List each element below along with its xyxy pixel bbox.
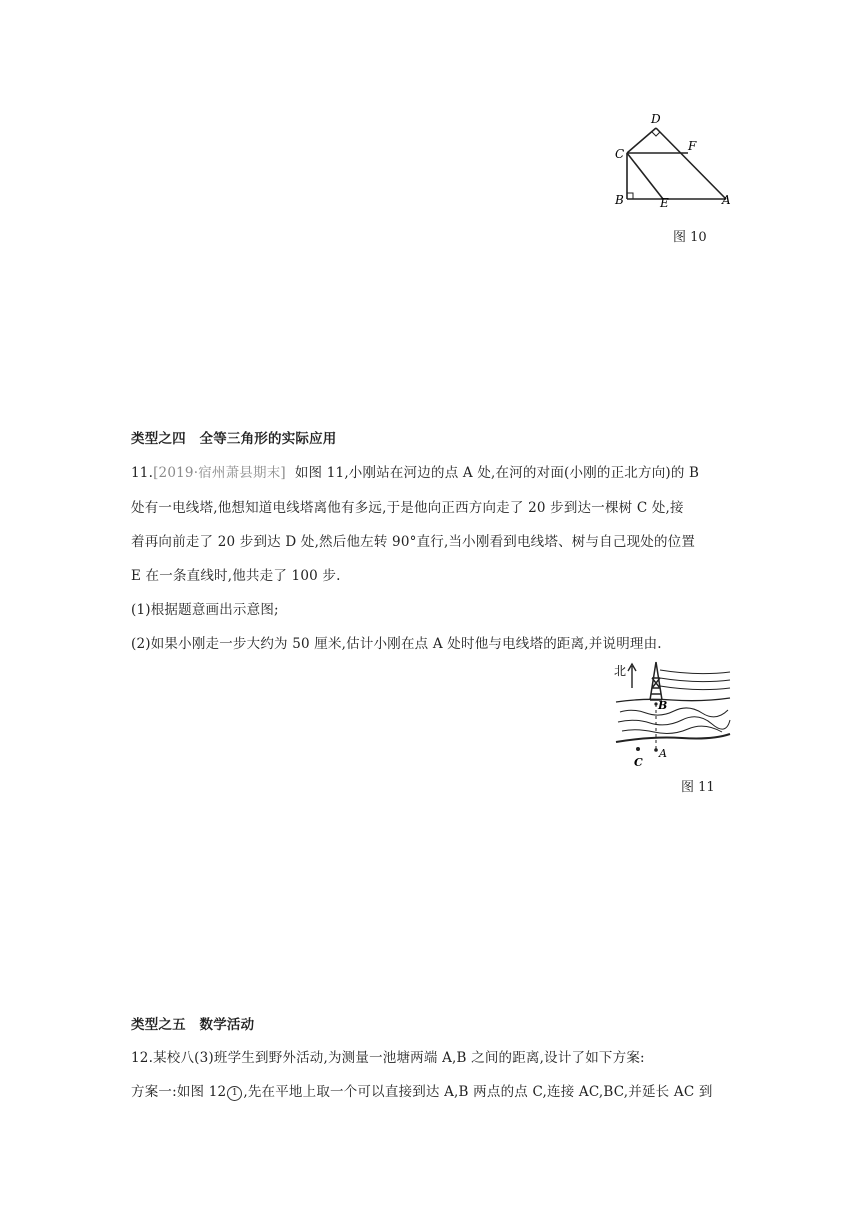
figure-11-caption: 图 11 [681,780,715,795]
segment-c-d [627,128,656,153]
problem-11-line-4: E 在一条直线时,他共走了 100 步. [131,568,341,584]
label-d: D [651,112,661,126]
problem-12-line-1: 12.某校八(3)班学生到野外活动,为测量一池塘两端 A,B 之间的距离,设计了如下方案: [131,1050,645,1066]
river-bank-south [616,734,730,742]
figure-10-caption: 图 10 [673,230,707,245]
power-line-2 [660,678,730,682]
section-5-heading: 类型之五 数学活动 [131,1017,255,1033]
problem-12-prefix: 方案一:如图 12 [131,1084,227,1100]
power-line-3 [660,686,730,690]
river-bank-north [616,698,730,702]
label-a: A [722,193,731,207]
power-line-1 [660,670,730,674]
label-e: E [660,196,669,208]
river-wave-1 [620,708,728,717]
right-angle-mark-b [627,193,633,199]
north-label: 北 [614,664,627,678]
problem-12-line-2 [131,1083,713,1101]
river-wave-2 [618,717,730,729]
problem-11-number: 11. [131,465,154,481]
label-b: B [658,699,668,712]
point-c [636,747,640,751]
problem-12-suffix: ,先在平地上取一个可以直接到达 A,B 两点的点 C,连接 AC,BC,并延长 AC 到 [243,1084,713,1100]
problem-11-source: [2019·宿州萧县期末] [153,465,286,481]
problem-11-line-1 [131,464,699,482]
figure-11-diagram [612,658,732,770]
label-f: F [688,139,697,153]
problem-11-part-2: (2)如果小刚走一步大约为 50 厘米,估计小刚在点 A 处时他与电线塔的距离,并说明理由. [131,636,662,652]
figure-10-diagram [608,108,740,208]
problem-11-part-1: (1)根据题意画出示意图; [131,602,279,618]
label-a: A [659,747,667,760]
point-a [654,748,658,752]
label-c: C [634,756,643,769]
problem-11-text-1: 如图 11,小刚站在河边的点 A 处,在河的对面(小刚的正北方向)的 B [294,465,700,481]
circled-number: 1 [227,1086,242,1101]
label-b: B [615,193,624,207]
problem-11-line-2: 处有一电线塔,他想知道电线塔离他有多远,于是他向正西方向走了 20 步到达一棵树 C 处,接 [131,500,684,516]
tower-icon [650,662,662,700]
problem-11-line-3: 着再向前走了 20 步到达 D 处,然后他左转 90°直行,当小刚看到电线塔、树与自己现处的位置 [131,534,696,550]
river-wave-3 [622,726,722,733]
section-4-heading: 类型之四 全等三角形的实际应用 [131,431,337,447]
label-c: C [615,147,625,161]
segment-c-e [627,153,663,199]
right-angle-mark-d [652,132,660,136]
